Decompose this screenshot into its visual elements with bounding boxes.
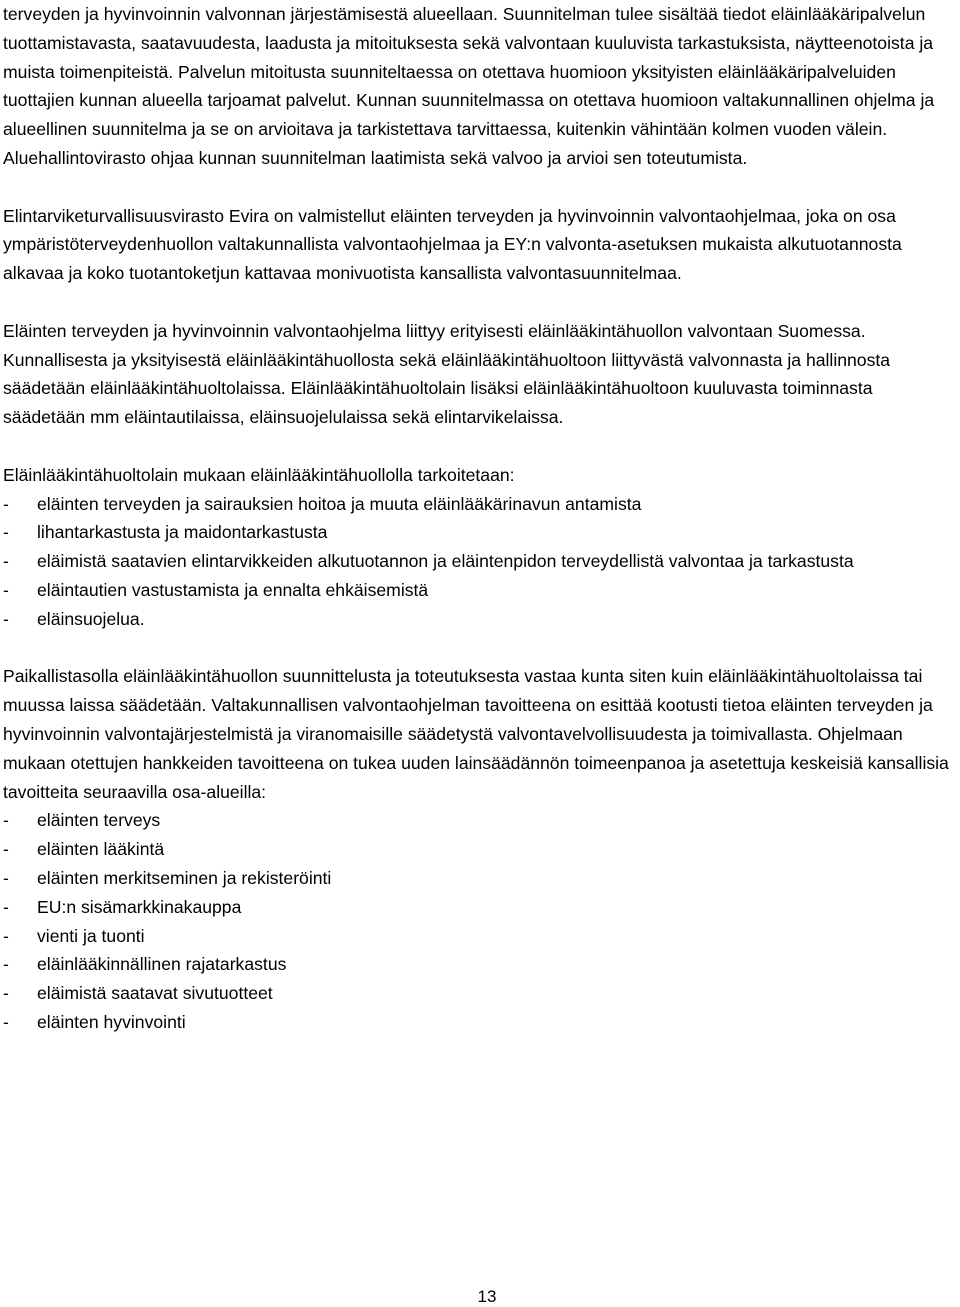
list-item: [3, 518, 959, 547]
list-dash-marker: -: [3, 551, 9, 572]
list-item-text: eläinten hyvinvointi: [37, 1011, 186, 1032]
list-dash-marker: -: [3, 579, 9, 600]
list-dash-marker: -: [3, 954, 9, 975]
subject-areas-list: [3, 806, 959, 1036]
page-number: 13: [477, 1287, 497, 1306]
list-item: [3, 979, 959, 1008]
list-item: [3, 576, 959, 605]
list-dash-marker: -: [3, 522, 9, 543]
document-page: [3, 0, 959, 1037]
list-item: [3, 922, 959, 951]
list-item: [3, 605, 959, 634]
list-dash-marker: -: [3, 867, 9, 888]
list-item-text: eläinten terveys: [37, 810, 161, 831]
paragraph-evira-program: Elintarviketurvallisuusvirasto Evira on valmistellut eläinten terveyden ja hyvinvoinnin valvontaohjelmaa, joka on osa ympäristöterveydenhuollon valtakunnallista valvontaohjelmaa ja EY:n valvonta-asetuksen mukaista alkutuotannosta alkavaa ja koko tuotantoketjun kattavaa monivuotista kansallista valvontasuunnitelmaa.: [3, 205, 902, 284]
veterinary-care-list: [3, 490, 959, 634]
list-item-text: eläinten terveyden ja sairauksien hoitoa ja muuta eläinlääkärinavun antamista: [37, 493, 642, 514]
paragraph-veterinary-services: Eläinten terveyden ja hyvinvoinnin valvontaohjelma liittyy erityisesti eläinlääkintähuollon valvontaan Suomessa. Kunnallisesta ja yksityisestä eläinlääkintähuollosta sekä eläinlääkintähuoltoon liittyvästä valvonnasta ja hallinnosta säädetään eläinlääkintähuoltolaissa. Eläinlääkintähuoltolain lisäksi eläinlääkintähuoltoon kuuluvasta toiminnasta säädetään mm eläintautilaissa, eläinsuojelulaissa sekä elintarvikelaissa.: [3, 320, 891, 428]
list-dash-marker: -: [3, 810, 9, 831]
list-dash-marker: -: [3, 493, 9, 514]
list-dash-marker: -: [3, 1011, 9, 1032]
list-item-text: eläinsuojelua.: [37, 608, 145, 629]
list-item-text: eläinten merkitseminen ja rekisteröinti: [37, 867, 332, 888]
list-item-text: eläinlääkinnällinen rajatarkastus: [37, 954, 287, 975]
list-item: [3, 835, 959, 864]
paragraph-municipal-plan: terveyden ja hyvinvoinnin valvonnan järjestämisestä alueellaan. Suunnitelman tulee sisältää tiedot eläinlääkäripalvelun tuottamistavasta, saatavuudesta, laadusta ja mitoituksesta sekä valvontaan kuuluvista tarkastuksista, näytteenotoista ja muista toimenpiteistä. Palvelun mitoitusta suunniteltaessa on otettava huomioon yksityisten eläinlääkäripalveluiden tuottajien kunnan alueella tarjoamat palvelut. Kunnan suunnitelmassa on otettava huomioon valtakunnallinen ohjelma ja alueellinen suunnitelma ja se on arvioitava ja tarkistettava tarvittaessa, kuitenkin vähintään kolmen vuoden välein. Aluehallintovirasto ohjaa kunnan suunnitelman laatimista sekä valvoo ja arvioi sen toteutumista.: [3, 4, 935, 168]
paragraph-gap: [3, 432, 959, 461]
paragraph-gap: [3, 634, 959, 663]
list-dash-marker: -: [3, 608, 9, 629]
list-intro-veterinary-care: Eläinlääkintähuoltolain mukaan eläinlääkintähuollolla tarkoitetaan:: [3, 464, 515, 485]
list-item-text: lihantarkastusta ja maidontarkastusta: [37, 522, 328, 543]
list-dash-marker: -: [3, 839, 9, 860]
list-item-text: eläinten lääkintä: [37, 839, 165, 860]
list-item: [3, 864, 959, 893]
list-item: [3, 893, 959, 922]
list-item-text: EU:n sisämarkkinakauppa: [37, 896, 242, 917]
paragraph-gap: [3, 288, 959, 317]
list-item: [3, 547, 959, 576]
list-dash-marker: -: [3, 983, 9, 1004]
list-item: [3, 490, 959, 519]
paragraph-gap: [3, 173, 959, 202]
list-item-text: eläintautien vastustamista ja ennalta ehkäisemistä: [37, 579, 429, 600]
list-item-text: eläimistä saatavien elintarvikkeiden alkutuotannon ja eläintenpidon terveydellistä valvontaa ja tarkastusta: [37, 551, 854, 572]
list-item-text: vienti ja tuonti: [37, 925, 145, 946]
list-dash-marker: -: [3, 925, 9, 946]
list-item: [3, 950, 959, 979]
list-item: [3, 1008, 959, 1037]
list-dash-marker: -: [3, 896, 9, 917]
paragraph-local-level: Paikallistasolla eläinlääkintähuollon suunnittelusta ja toteutuksesta vastaa kunta siten kuin eläinlääkintähuoltolaissa tai muussa laissa säädetään. Valtakunnallisen valvontaohjelman tavoitteena on esittää kootusti tietoa eläinten terveyden ja hyvinvoinnin valvontajärjestelmistä ja viranomaisille säädetystä valvontavelvollisuudesta ja toimivallasta. Ohjelmaan mukaan otettujen hankkeiden tavoitteena on tukea uuden lainsäädännön toimeenpanoa ja asetettuja keskeisiä kansallisia tavoitteita seuraavilla osa-alueilla:: [3, 666, 949, 802]
list-item: [3, 806, 959, 835]
list-item-text: eläimistä saatavat sivutuotteet: [37, 983, 273, 1004]
